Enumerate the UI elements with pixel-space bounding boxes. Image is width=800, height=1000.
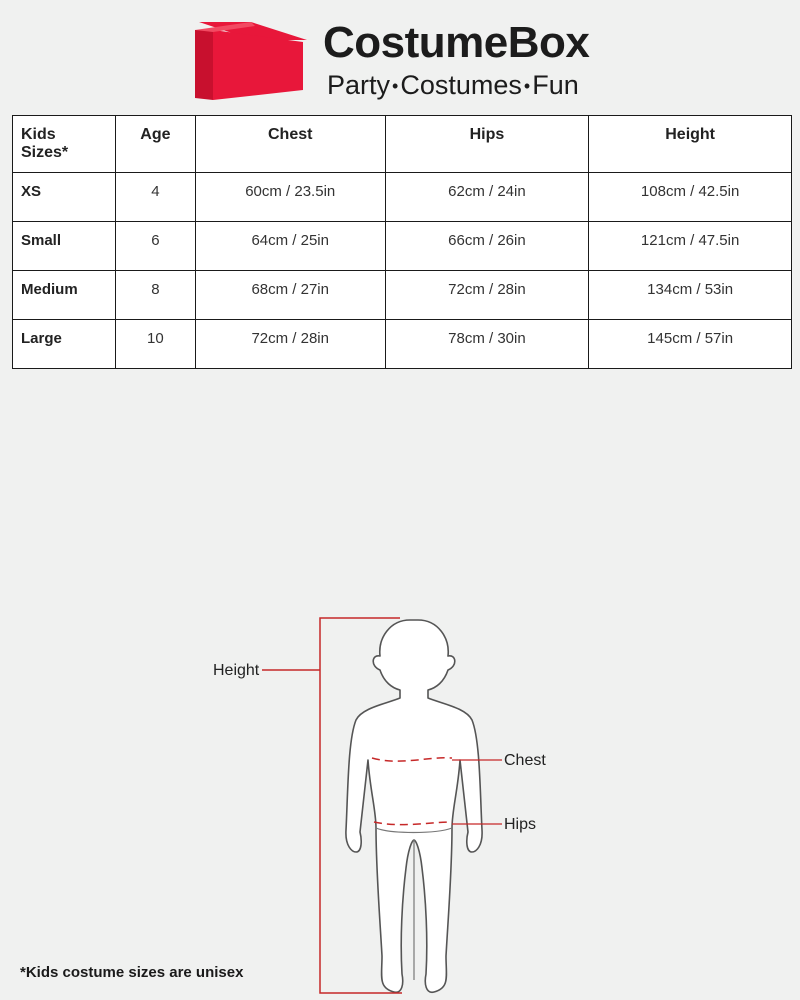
cell-height: 145cm / 57in [589,320,792,369]
cell-size: Medium [13,271,116,320]
header-height: Height [589,116,792,173]
tagline-costumes: Costumes [400,70,522,100]
cell-chest: 64cm / 25in [195,222,385,271]
table-row [13,222,792,271]
box-icon [195,20,307,102]
child-silhouette-icon [0,600,800,1000]
cell-hips: 78cm / 30in [385,320,589,369]
height-label: Height [213,662,260,679]
cell-height: 108cm / 42.5in [589,173,792,222]
brand-tagline [327,70,579,101]
unisex-footnote: *Kids costume sizes are unisex [20,964,244,981]
table-row [13,320,792,369]
cell-hips: 72cm / 28in [385,271,589,320]
table-row [13,173,792,222]
cell-chest: 68cm / 27in [195,271,385,320]
cell-age: 6 [115,222,195,271]
header-chest: Chest [195,116,385,173]
header-age: Age [115,116,195,173]
chest-label: Chest [504,752,546,769]
cell-age: 4 [115,173,195,222]
cell-size: Small [13,222,116,271]
cell-size: Large [13,320,116,369]
cell-height: 134cm / 53in [589,271,792,320]
hips-label: Hips [504,816,537,833]
cell-hips: 62cm / 24in [385,173,589,222]
brand-name: CostumeBox [323,18,590,67]
header-kids-sizes: Kids Sizes* [13,116,116,173]
cell-chest: 60cm / 23.5in [195,173,385,222]
cell-size: XS [13,173,116,222]
tagline-party: Party [327,70,391,100]
tagline-separator: • [523,76,531,97]
table-header-row [13,116,792,173]
tagline-fun: Fun [532,70,579,100]
header-hips: Hips [385,116,589,173]
brand-header [0,0,800,110]
cell-age: 10 [115,320,195,369]
table-row [13,271,792,320]
cell-height: 121cm / 47.5in [589,222,792,271]
tagline-separator: • [392,76,399,97]
measurement-diagram [0,600,800,1000]
size-chart-table [12,115,792,369]
cell-hips: 66cm / 26in [385,222,589,271]
cell-age: 8 [115,271,195,320]
cell-chest: 72cm / 28in [195,320,385,369]
